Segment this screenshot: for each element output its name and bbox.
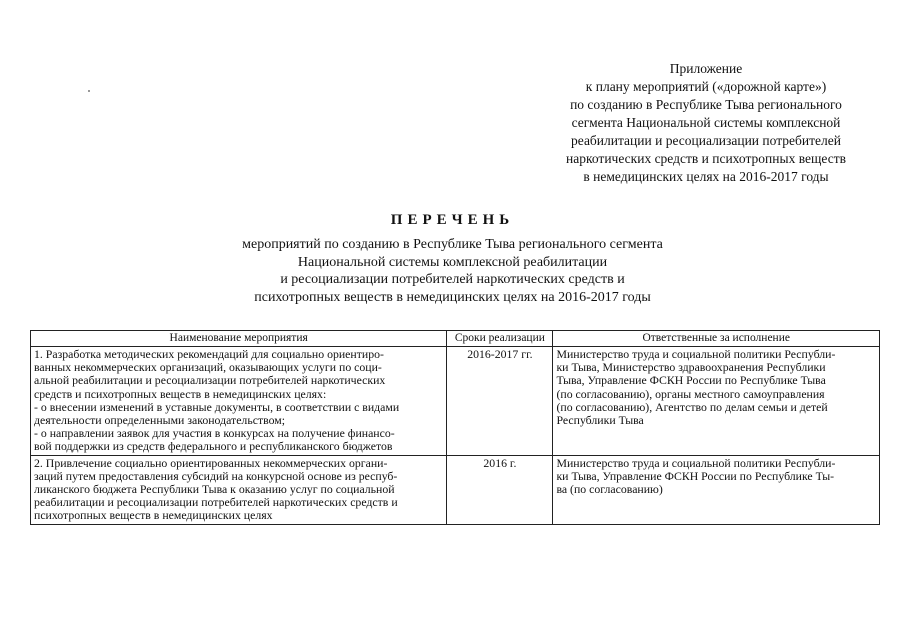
document-subtitle — [0, 236, 905, 306]
measure-responsible-cell — [553, 455, 880, 524]
appendix-line: к плану мероприятий («дорожной карте») — [585, 79, 827, 94]
measure-name-line: альной реабилитации и ресоциализации потребителей наркотических — [34, 373, 386, 388]
appendix-line: наркотических средств и психотропных веществ — [566, 151, 846, 166]
measure-name-line: реабилитации и ресоциализации потребителей наркотических средств и — [34, 495, 398, 510]
header-name: Наименование мероприятия — [31, 331, 447, 347]
measure-responsible-cell — [553, 347, 880, 456]
responsible-line: (по согласованию), органы местного самоуправления — [556, 386, 825, 401]
measure-term-cell: 2016 г. — [447, 455, 553, 524]
table-header-row — [31, 331, 880, 347]
document-title: ПЕРЕЧЕНЬ — [390, 212, 515, 228]
subtitle-line: мероприятий по созданию в Республике Тыва регионального сегмента — [242, 237, 663, 252]
appendix-line: по созданию в Республике Тыва регионального — [570, 97, 842, 112]
responsible-line: ки Тыва, Управление ФСКН России по Республике Ты- — [556, 468, 835, 483]
responsible-line: ва (по согласованию) — [556, 482, 663, 497]
measure-name-line: - о внесении изменений в уставные документы, в соответствии с видами — [34, 399, 400, 414]
table-row — [31, 455, 880, 524]
appendix-line: в немедицинских целях на 2016-2017 годы — [583, 169, 829, 184]
appendix-line: Приложение — [669, 61, 743, 76]
appendix-line: сегмента Национальной системы комплексной — [571, 115, 841, 130]
responsible-line: Министерство труда и социальной политики Республи- — [556, 347, 836, 361]
measure-name-line: заций путем предоставления субсидий на конкурсной основе из респуб- — [34, 468, 398, 483]
measure-term-cell: 2016-2017 гг. — [447, 347, 553, 456]
measure-name-line: вой поддержки из средств федерального и республиканского бюджетов — [34, 439, 393, 454]
responsible-line: ки Тыва, Министерство здравоохранения Республики — [556, 360, 826, 375]
appendix-note — [520, 60, 892, 186]
measure-name-line: средств и психотропных веществ в немедицинских целях: — [34, 386, 327, 401]
measure-name-line: психотропных веществ в немедицинских целях — [34, 508, 273, 523]
responsible-line: Министерство труда и социальной политики Республи- — [556, 455, 836, 470]
measure-name-line: - о направлении заявок для участия в конкурсах на получение финансо- — [34, 426, 395, 441]
table-row — [31, 347, 880, 456]
measure-name-cell — [31, 347, 447, 456]
subtitle-line: Национальной системы комплексной реабилитации — [297, 254, 608, 270]
appendix-line: реабилитации и ресоциализации потребителей — [571, 133, 841, 148]
subtitle-line: психотропных веществ в немедицинских целях на 2016-2017 годы — [254, 289, 651, 305]
header-responsible: Ответственные за исполнение — [553, 331, 880, 347]
responsible-line: Тыва, Управление ФСКН России по Республике Тыва — [556, 373, 826, 388]
subtitle-line: и ресоциализации потребителей наркотических средств и — [280, 272, 625, 287]
measure-name-line: 1. Разработка методических рекомендаций для социально ориентиро- — [34, 347, 384, 361]
measures-table — [30, 330, 880, 525]
measure-name-line: деятельности определенными законодательством; — [34, 413, 286, 428]
measure-name-cell — [31, 455, 447, 524]
responsible-line: Республики Тыва — [556, 413, 644, 428]
measure-name-line: ванных некоммерческих организаций, оказывающих услуги по соци- — [34, 360, 382, 375]
measure-name-line: ликанского бюджета Республики Тыва к оказанию услуг по социальной — [34, 482, 395, 497]
measure-name-line: 2. Привлечение социально ориентированных некоммерческих органи- — [34, 455, 388, 470]
scan-dot — [88, 90, 90, 92]
responsible-line: (по согласованию), Агентство по делам семьи и детей — [556, 399, 828, 414]
header-term: Сроки реализации — [447, 331, 553, 347]
